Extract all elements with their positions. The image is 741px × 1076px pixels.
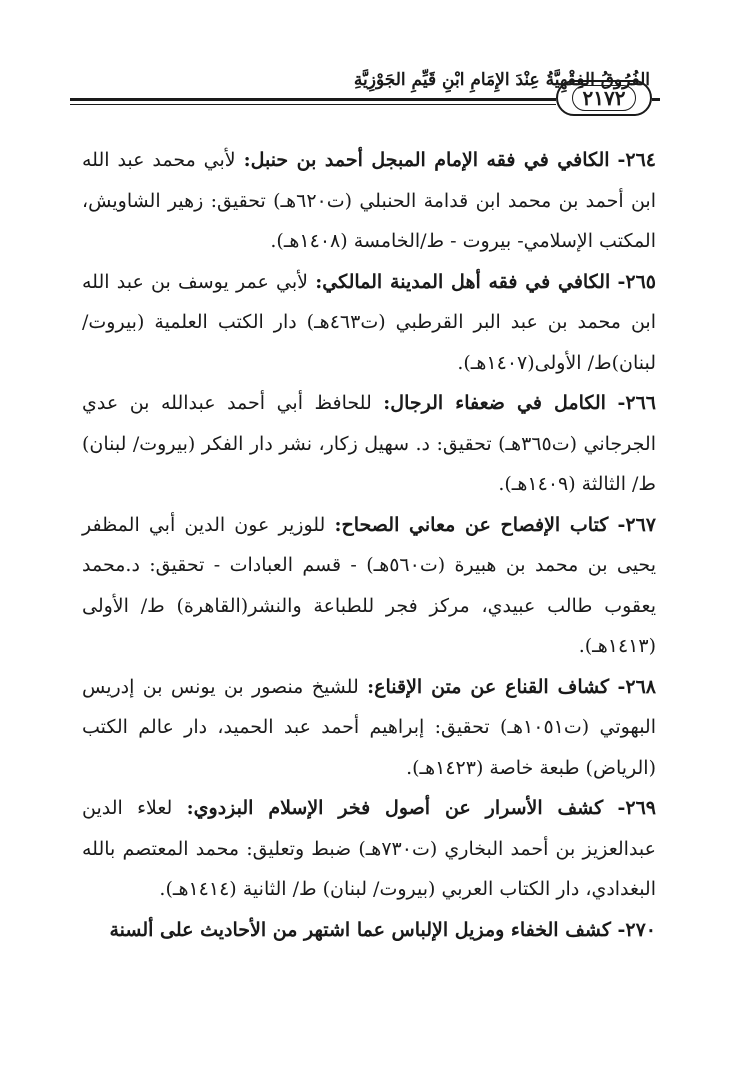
header-rule-right — [652, 98, 660, 101]
entry-title: الكامل في ضعفاء الرجال: — [383, 392, 606, 414]
bibliography-entry — [82, 667, 660, 789]
bibliography-entry — [82, 505, 660, 667]
entry-number: ٢٦٥- — [617, 270, 657, 293]
bibliography-entry — [82, 383, 660, 505]
entry-title: كشاف القناع عن متن الإقناع: — [367, 675, 610, 698]
bibliography-list — [82, 140, 660, 950]
bibliography-entry — [82, 262, 660, 384]
entry-number: ٢٦٤- — [617, 149, 656, 171]
entry-title: كشف الأسرار عن أصول فخر الإسلام البزدوي: — [186, 797, 604, 819]
page-number: ٢١٧٢ — [572, 85, 637, 111]
page-header — [70, 60, 660, 116]
entry-text: للشيخ منصور بن يونس بن إدريس البهوتي (ت١٠٥١هـ) تحقيق: إبراهيم أحمد عبد الحميد، دار عالم الكتب (الرياض) طبعة خاصة (١٤٢٣هـ). — [82, 675, 656, 779]
entry-title: الكافي في فقه أهل المدينة المالكي: — [315, 270, 611, 293]
bibliography-entry — [82, 788, 660, 910]
bibliography-entry-continued: ٢٧٠- كشف الخفاء ومزيل الإلباس عما اشتهر من الأحاديث على ألسنة — [109, 918, 656, 941]
bibliography-entry — [82, 140, 660, 262]
entry-text: لأبي عمر يوسف بن عبد الله ابن محمد بن عبد البر القرطبي (ت٤٦٣هـ) دار الكتب العلمية (بيروت/ لبنان)ط/ الأولى(١٤٠٧هـ). — [82, 270, 656, 374]
entry-title: كتاب الإفصاح عن معاني الصحاح: — [334, 513, 609, 536]
running-title: الفُرُوقُ الفِقْهِيَّةُ عِنْدَ الإِمَامِ ابْنِ قَيِّمِ الجَوْزِيَّةِ — [353, 70, 650, 90]
entry-number: ٢٦٨- — [617, 675, 656, 698]
entry-number: ٢٦٦- — [617, 392, 657, 414]
header-rule — [70, 98, 556, 101]
entry-text: لعلاء الدين عبدالعزيز بن أحمد البخاري (ت٧٣٠هـ) ضبط وتعليق: محمد المعتصم بالله البغدادي، دار الكتاب العربي (بيروت/ لبنان) ط/ الثانية (١٤١٤هـ). — [82, 797, 656, 900]
entry-text: للوزير عون الدين أبي المظفر يحيى بن محمد بن هبيرة (ت٥٦٠هـ) - قسم العبادات - تحقيق: د.محمد يعقوب طالب عبيدي، مركز فجر للطباعة والنشر(القاهرة) ط/ الأولى (١٤١٣هـ). — [82, 513, 656, 657]
entry-number: ٢٦٩- — [617, 797, 656, 819]
header-rule-thin — [70, 104, 556, 105]
entry-text: لأبي محمد عبد الله ابن أحمد بن محمد ابن قدامة الحنبلي (ت٦٢٠هـ) تحقيق: زهير الشاويش، المكتب الإسلامي- بيروت - ط/الخامسة (١٤٠٨هـ). — [82, 149, 656, 252]
entry-number: ٢٦٧- — [617, 513, 656, 536]
entry-text: للحافظ أبي أحمد عبدالله بن عدي الجرجاني (ت٣٦٥هـ) تحقيق: د. سهيل زكار، نشر دار الفكر (بيروت/ لبنان) ط/ الثالثة (١٤٠٩هـ). — [82, 392, 656, 495]
entry-title: الكافي في فقه الإمام المبجل أحمد بن حنبل: — [243, 149, 610, 171]
